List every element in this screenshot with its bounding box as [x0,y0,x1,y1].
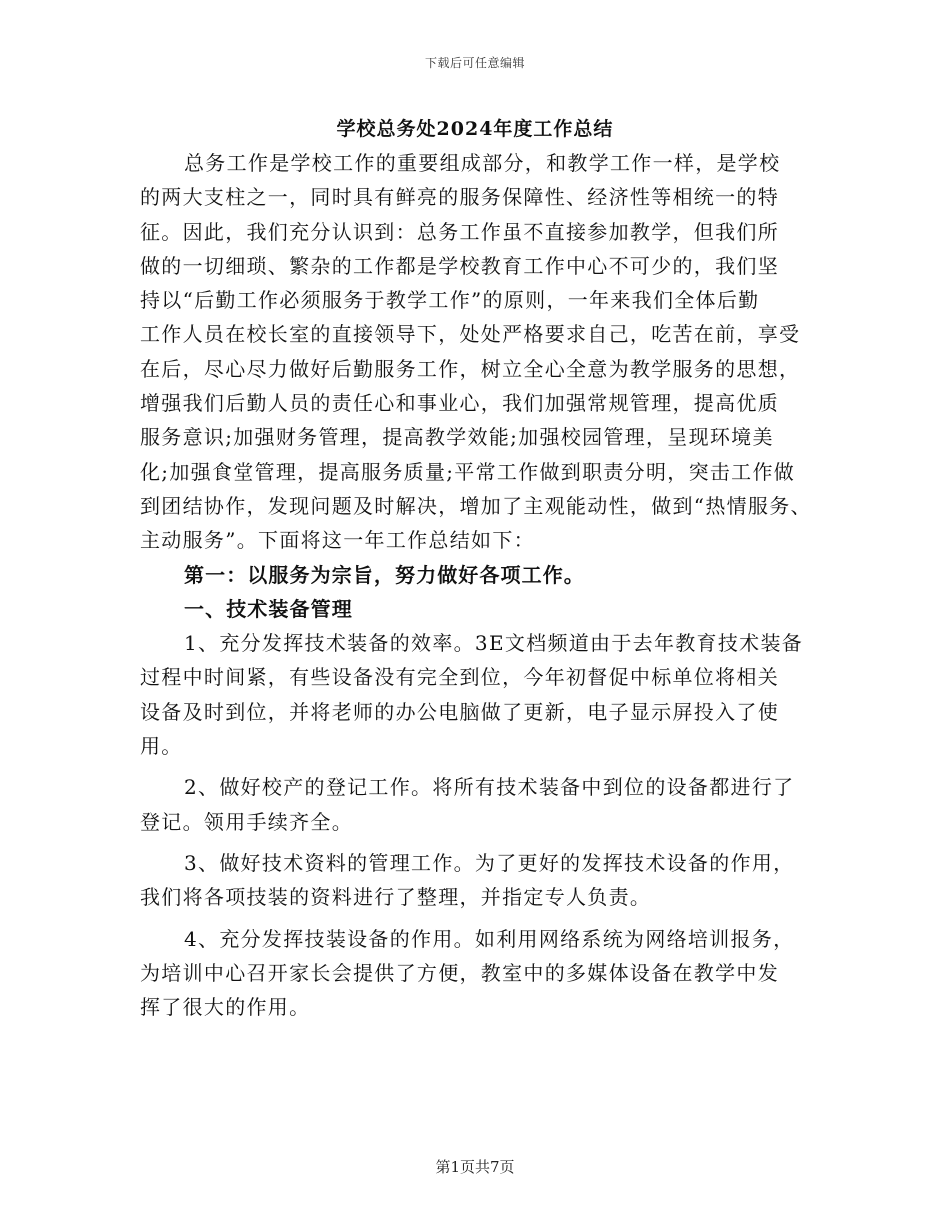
item-line: 设备及时到位，并将老师的办公电脑做了更新，电子显示屏投入了使 [140,699,779,724]
item-line: 我们将各项技装的资料进行了整理，并指定专人负责。 [140,885,652,910]
intro-line: 在后，尽心尽力做好后勤服务工作，树立全心全意为教学服务的思想， [140,356,801,381]
item-line: 登记。领用手续齐全。 [140,809,353,834]
header-note: 下载后可任意编辑 [424,56,525,70]
intro-line: 征。因此，我们充分认识到：总务工作虽不直接参加教学，但我们所 [140,219,779,244]
intro-line: 服务意识;加强财务管理，提高教学效能;加强校园管理，呈现环境美 [140,425,774,450]
item-line: 1、充分发挥技术装备的效率。3E文档频道由于去年教育技术装备 [184,631,804,656]
list-item [140,846,812,915]
item-line: 挥了很大的作用。 [140,995,311,1020]
intro-line: 的两大支柱之一，同时具有鲜亮的服务保障性、经济性等相统一的特 [140,185,779,210]
page-footer: 第1页共7页 [435,1158,515,1176]
list-item [140,922,812,1025]
intro-line: 化;加强食堂管理，提高服务质量;平常工作做到职责分明，突击工作做 [140,459,796,484]
list-item [140,626,812,763]
item-line: 4、充分发挥技装设备的作用。如利用网络系统为网络培训报务， [184,926,795,951]
document-body [140,146,812,1024]
document-title: 学校总务处2024年度工作总结 [336,118,614,140]
intro-line: 总务工作是学校工作的重要组成部分，和教学工作一样，是学校 [184,151,781,175]
intro-line: 工作人员在校长室的直接领导下，处处严格要求自己，吃苦在前，享受 [140,322,801,347]
subsection-heading: 一、技术装备管理 [184,596,353,621]
intro-line: 做的一切细琐、繁杂的工作都是学校教育工作中心不可少的，我们坚 [140,253,779,278]
item-line: 2、做好校产的登记工作。将所有技术装备中到位的设备都进行了 [184,775,795,800]
item-line: 过程中时间紧，有些设备没有完全到位，今年初督促中标单位将相关 [140,665,779,690]
list-item [140,770,812,839]
item-line: 为培训中心召开家长会提供了方便，教室中的多媒体设备在教学中发 [140,960,779,985]
item-line: 用。 [140,734,183,759]
section-heading: 第一：以服务为宗旨，努力做好各项工作。 [184,562,585,587]
intro-line: 增强我们后勤人员的责任心和事业心，我们加强常规管理，提高优质 [140,391,779,416]
intro-line: 主动服务”。下面将这一年工作总结如下： [140,528,535,553]
intro-line: 持以“后勤工作必须服务于教学工作”的原则，一年来我们全体后勤 [140,288,760,313]
intro-line: 到团结协作，发现问题及时解决，增加了主观能动性，做到“热情服务、 [140,493,812,518]
item-line: 3、做好技术资料的管理工作。为了更好的发挥技术设备的作用， [184,850,795,875]
